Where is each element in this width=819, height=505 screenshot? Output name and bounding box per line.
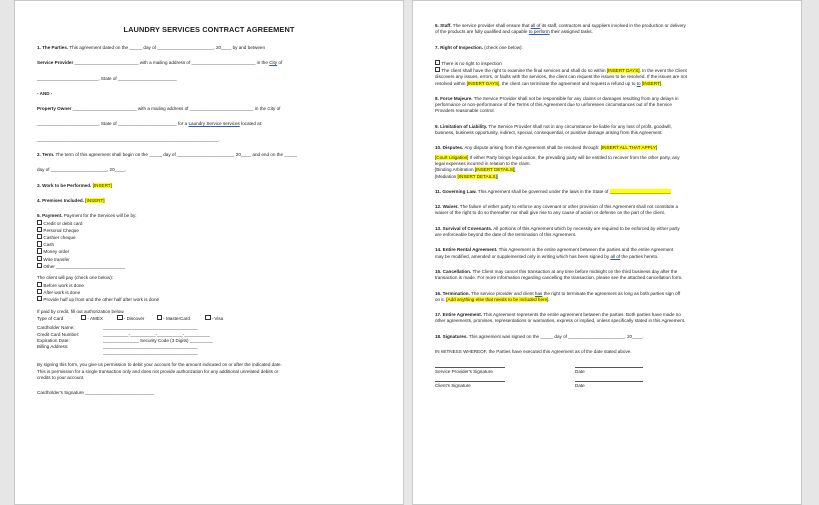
authorization-line-2: This is permission for a single transaction only and does not provide authorization for any additional unrelated debits or bbox=[37, 368, 279, 374]
pay-when-before[interactable]: Before work is done bbox=[37, 282, 381, 289]
cardholder-signature: Cardholder's Signature ___________________________ bbox=[37, 390, 155, 396]
witness-statement: IN WITNESS WHEREOF, the Parties have executed this Agreement as of the date stated above. bbox=[435, 348, 632, 354]
pay-when-intro: The client will pay (check one below): bbox=[37, 275, 114, 281]
survival-line-2: are enforceable beyond the date of the termination of this Agreement. bbox=[435, 232, 577, 238]
signature-line bbox=[435, 381, 505, 382]
pay-option-cashier-cheque[interactable]: Cashier cheque bbox=[37, 234, 381, 241]
liability-line-1: 9. Limitation of Liability. The Service Provider shall not in any circumstance be liable for any loss of profit, goodwill, bbox=[435, 123, 672, 129]
parties-line-6: _______________________________________________________________________. bbox=[37, 136, 220, 142]
pay-option-credit[interactable]: Credit or debit card bbox=[37, 220, 381, 227]
disputes-line-1: 10. Disputes. Any dispute arising from this Agreement shall be resolved through: [INSERT ALL THAT APPLY] bbox=[435, 145, 658, 151]
page-one bbox=[14, 0, 404, 505]
pay-when-half[interactable]: Provide half up front and the other half after work is done bbox=[37, 296, 381, 303]
checkbox-icon[interactable] bbox=[157, 315, 162, 320]
signature-line bbox=[435, 367, 505, 368]
checkbox-icon[interactable] bbox=[205, 315, 210, 320]
cancellation-line-1: 15. Cancellation. The Client may cancel this transaction at any time before midnight on the third business day after the bbox=[435, 268, 678, 274]
pay-when-after[interactable]: After work is done bbox=[37, 289, 381, 296]
waiver-line-2: waiver of the right to do so thereafter nor shall give rise to any cause of action or defense on the part of the client. bbox=[435, 210, 666, 216]
client-date-label: Date bbox=[575, 383, 585, 389]
document-title: LAUNDRY SERVICES CONTRACT AGREEMENT bbox=[123, 25, 295, 34]
card-type-row: Type of Card - AMEX - Discover - MasterCard - Visa bbox=[37, 315, 224, 321]
billing-row-2: _____________________________________ bbox=[103, 350, 198, 356]
liability-line-2: business, business opportunity, indirect, special, consequential, or punitive damage arising from this Agreement. bbox=[435, 130, 663, 136]
authorization-line-1: By signing this form, you give us permission to debit your account for the amount indicated on or after the indicated date. bbox=[37, 362, 282, 368]
inspection-option-none[interactable]: There is no right to inspection bbox=[435, 60, 781, 67]
disputes-line-3: legal expenses incurred in relation to the claim. bbox=[435, 160, 531, 166]
inspection-option-examine[interactable]: The client shall have the right to examine the final services and shall do so within [INSERT DAYS]. In the event the Client bbox=[435, 67, 781, 74]
checkbox-icon[interactable] bbox=[435, 60, 440, 65]
force-majeure-line-1: 8. Force Majeure. The Service Provider shall not be responsible for any claims or damages resulting from any delays in bbox=[435, 95, 679, 101]
force-majeure-line-2: performance or non-performance of the Terms of this Agreement due to unforeseen circumstances out of the Service bbox=[435, 102, 672, 108]
date-line bbox=[575, 367, 643, 368]
waiver-line-1: 12. Waiver. The failure of either party to enforce any covenant or other provision of this Agreement shall not constitute a bbox=[435, 204, 679, 210]
disputes-mediation: [Mediation [INSERT DETAILS]] bbox=[435, 173, 499, 179]
checkbox-icon[interactable] bbox=[37, 220, 42, 225]
client-signature-row bbox=[435, 381, 781, 389]
provider-signature-row bbox=[435, 367, 781, 375]
authorization-line-3: credits to your account. bbox=[37, 374, 85, 380]
checkbox-icon[interactable] bbox=[117, 315, 122, 320]
cancellation-line-2: transaction is made. For more information regarding cancelling the transaction, please see the attached cancellation form. bbox=[435, 275, 683, 281]
checkbox-icon[interactable] bbox=[37, 263, 42, 268]
checkbox-icon[interactable] bbox=[37, 227, 42, 232]
page-two bbox=[412, 0, 802, 505]
signatures-heading: 18. Signatures. This agreement was signed on the _____ day of ______________________, 20____. bbox=[435, 333, 644, 339]
checkbox-icon[interactable] bbox=[435, 67, 440, 72]
provider-signature-label: Service Provider's Signature bbox=[435, 369, 493, 375]
inspection-line-4: resolved within [INSERT DAYS], the client can terminate the agreement and request a refund up to to [INSERT]. bbox=[435, 80, 663, 86]
pay-option-personal-cheque[interactable]: Personal Cheque bbox=[37, 227, 381, 234]
checkbox-icon[interactable] bbox=[37, 256, 42, 261]
staff-line-1: 6. Staff. The service provider shall ensure that all of its staff, contractors and suppliers involved in the production or delivery bbox=[435, 23, 686, 28]
pay-option-other[interactable]: Other ___________________________ bbox=[37, 263, 381, 270]
parties-line-2: Service Provider _________________________ with a mailing address of _________________________ in the City of bbox=[37, 60, 283, 66]
parties-line-5: ________________________, State of _______________________ for a Laundry Service services located at: bbox=[37, 121, 263, 127]
inspection-heading: 7. Right of Inspection. (check one below): bbox=[435, 44, 523, 50]
pay-option-wire[interactable]: Wire transfer bbox=[37, 256, 381, 263]
expiration-row: Expiration Date: ______________ Security Code (3 Digits) _________ bbox=[37, 337, 213, 343]
payment-heading: 5. Payment. Payment for the Services will be by: bbox=[37, 213, 137, 219]
billing-row: Billing Address: _____________________________________ bbox=[37, 344, 198, 350]
cardholder-name-row: Cardholder Name: _____________________________________ bbox=[37, 325, 198, 331]
parties-line-4: Property Owner _________________________ with a mailing address of _________________________ in the City of bbox=[37, 106, 281, 112]
disputes-line-2: [Court Litigation] If either Party brings legal action, the prevailing party will be entitled to recover from the other party, any bbox=[435, 154, 680, 160]
premises-included: 4. Premises Included. [INSERT] bbox=[37, 197, 105, 203]
checkbox-icon[interactable] bbox=[37, 234, 42, 239]
checkbox-icon[interactable] bbox=[37, 241, 42, 246]
termination-line-1: 16. Termination. The service provider and client has the right to terminate the agreement as long as both parties sign off bbox=[435, 290, 681, 296]
work-performed: 3. Work to be Performed. [INSERT] bbox=[37, 182, 112, 188]
termination-line-2: on it. [Add anything else that needs to be included here]. bbox=[435, 296, 550, 302]
card-number-row: Credit Card Number: __________-__________-__________-__________ bbox=[37, 331, 210, 337]
provider-date-label: Date bbox=[575, 369, 585, 375]
parties-line-1: 1. The Parties. This agreement dated on the _____ day of ______________________, 20____ by and between bbox=[37, 45, 266, 50]
checkbox-icon[interactable] bbox=[37, 296, 42, 301]
entire-rental-line-1: 14. Entire Rental Agreement. This Agreement is the entire agreement between the parties and the entire Agreement bbox=[435, 247, 674, 253]
disputes-arbitration: [Binding Arbitration [INSERT DETAILS]] bbox=[435, 167, 516, 173]
term-line-2: day of ______________________, 20____. bbox=[37, 167, 127, 173]
date-line bbox=[575, 381, 643, 382]
credit-intro: If paid by credit, fill out authorization below. bbox=[37, 308, 125, 314]
client-signature-label: Client's Signature bbox=[435, 383, 471, 389]
term-line-1: 2. Term. The term of this agreement shall begin on the _____ day of ______________________, 20____ and end on the _____ bbox=[37, 152, 298, 158]
checkbox-icon[interactable] bbox=[37, 282, 42, 287]
staff-line-2: of the products are fully qualified and capable to perform their assigned tasks. bbox=[435, 29, 593, 35]
survival-line-1: 13. Survival of Covenants. All portions of this Agreement which by necessity are required to be enforced by either party bbox=[435, 225, 680, 231]
governing-law: 11. Governing Law. This Agreement shall be governed under the laws in the State of ________________________ bbox=[435, 188, 671, 194]
force-majeure-line-3: Providers reasonable control. bbox=[435, 108, 495, 114]
checkbox-icon[interactable] bbox=[37, 248, 42, 253]
parties-line-3: ________________________, State of _______________________ bbox=[37, 75, 177, 81]
entire-rental-line-2: may be modified, amended or supplemented only in writing which has been signed by all of the parties hereto. bbox=[435, 253, 659, 259]
checkbox-icon[interactable] bbox=[37, 289, 42, 294]
entire-agreement-line-1: 17. Entire Agreement. This Agreement represents the entire agreement between the parties. Both parties have made no bbox=[435, 312, 681, 318]
and-separator: - AND - bbox=[37, 90, 53, 96]
pay-option-money-order[interactable]: Money order bbox=[37, 248, 381, 255]
pay-option-cash[interactable]: Cash bbox=[37, 241, 381, 248]
entire-agreement-line-2: other agreements, promises, representations or warranties, express or implied, unless specifically stated in this Agreement. bbox=[435, 318, 686, 324]
checkbox-icon[interactable] bbox=[81, 315, 86, 320]
inspection-line-3: discovers any issues, errors, or faults with the services, the client can request the issues to be resolved. If the issues are not bbox=[435, 74, 688, 80]
